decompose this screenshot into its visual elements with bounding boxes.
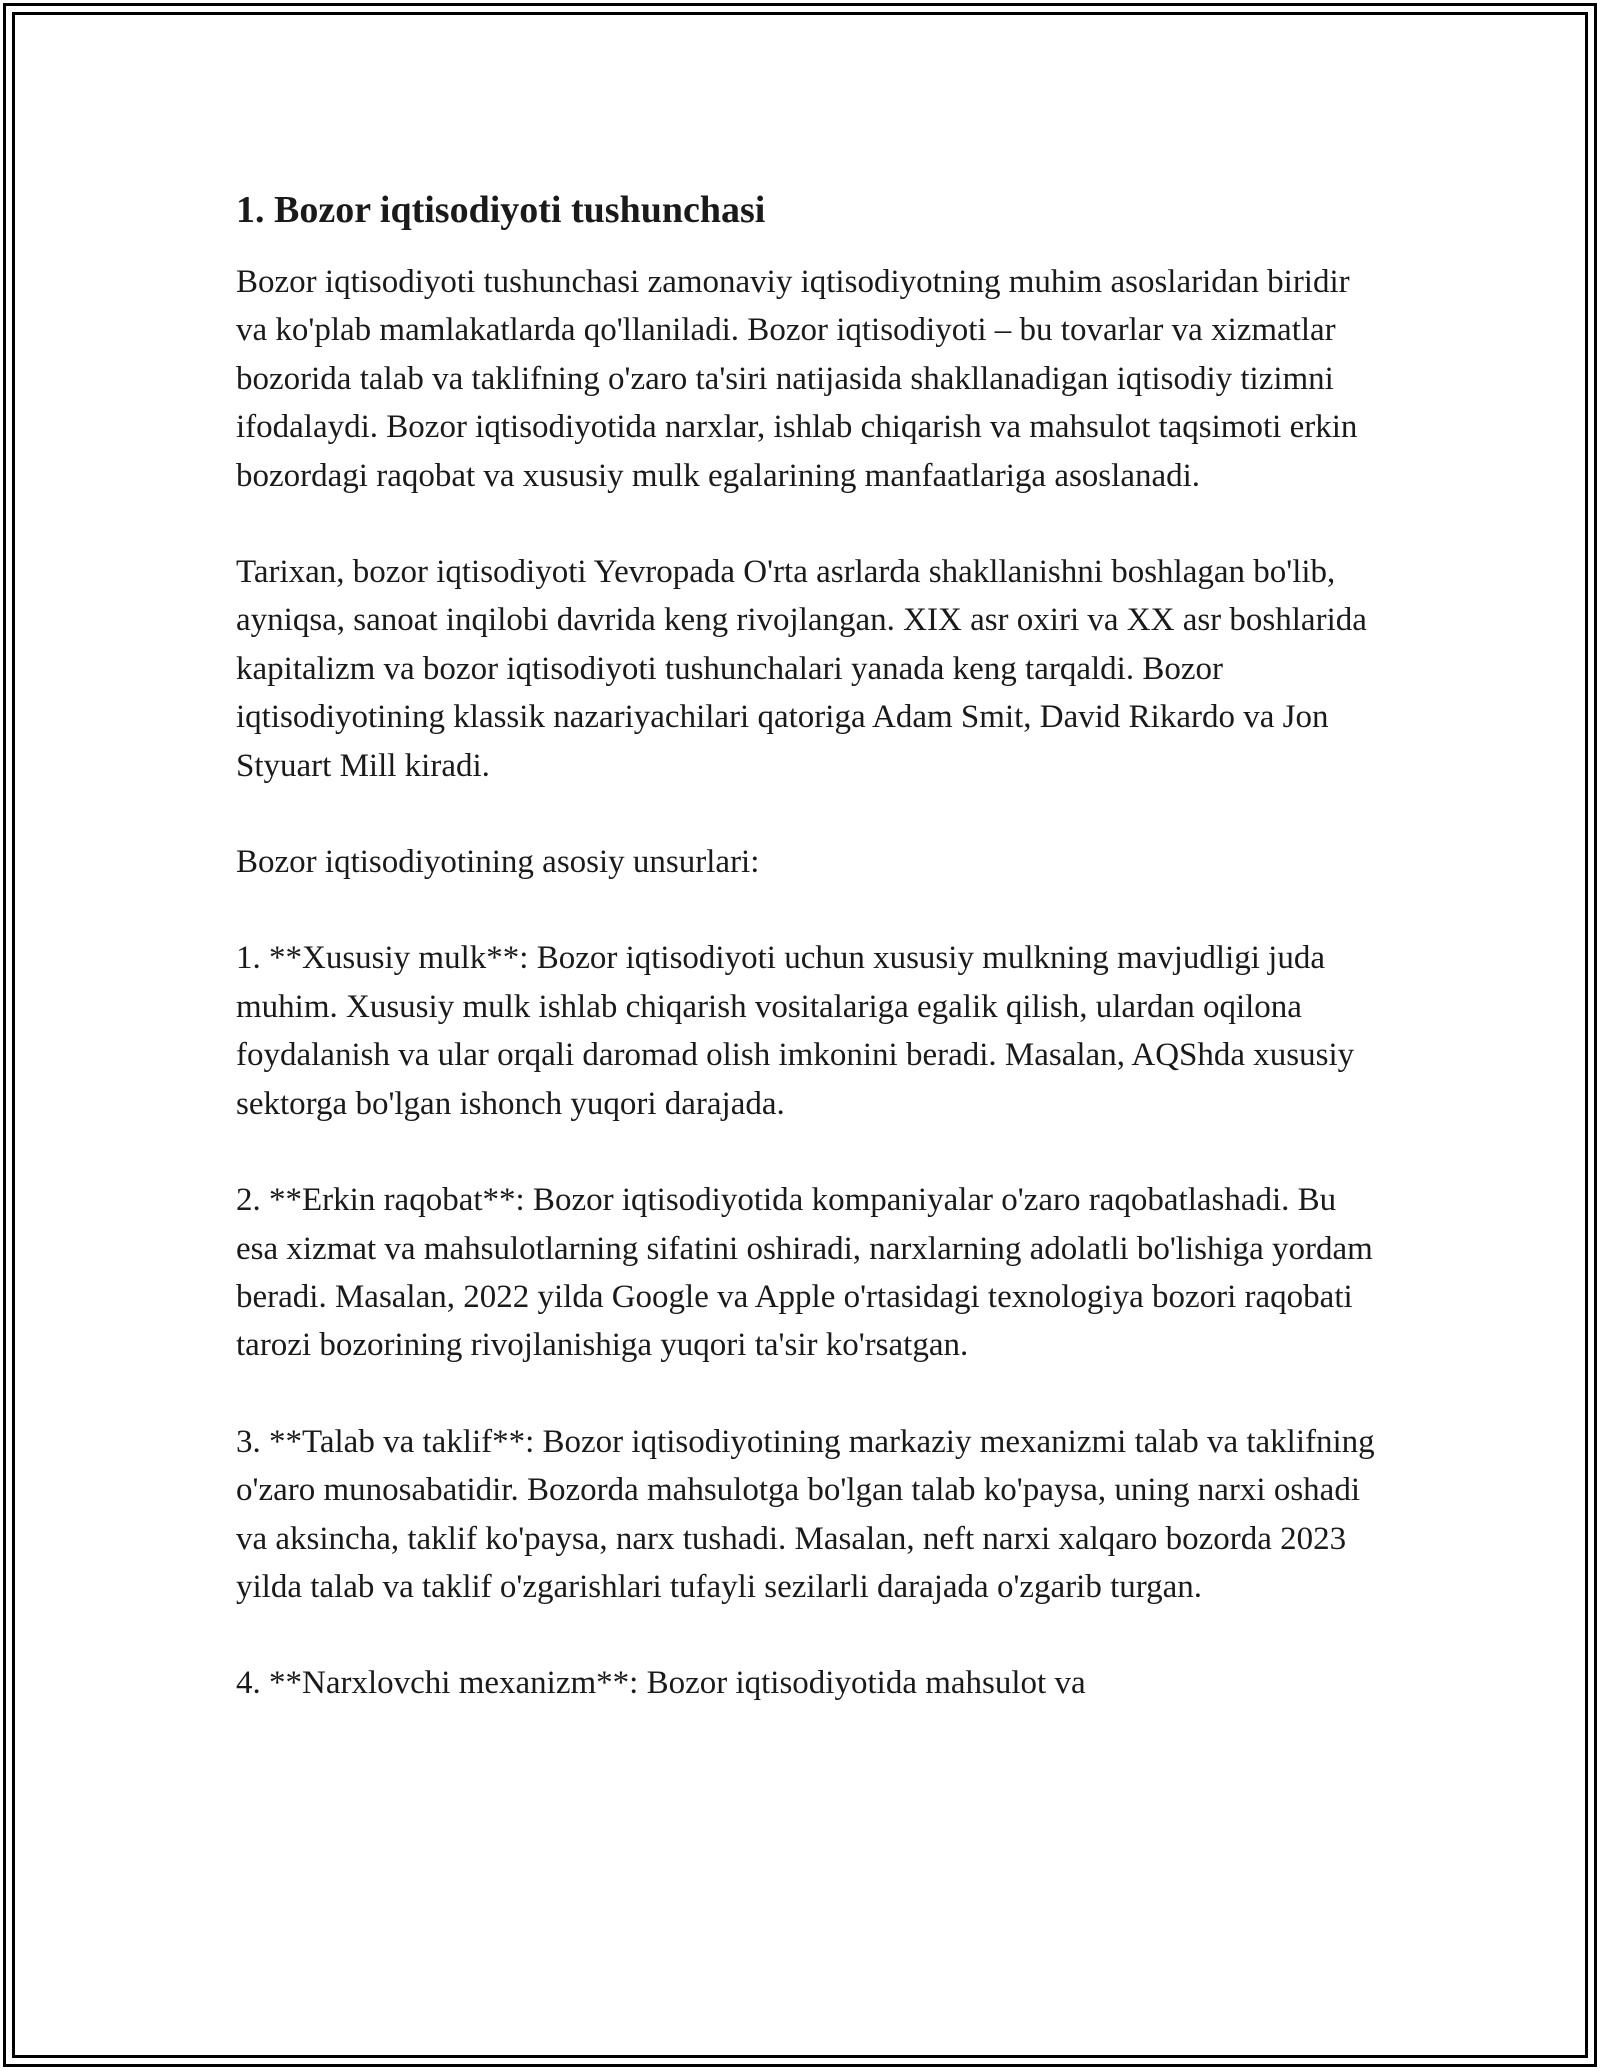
list-item-supply-demand: 3. **Talab va taklif**: Bozor iqtisodiyotining markaziy mexanizmi talab va taklifning o'zaro munosabatidir. Bozorda mahsulotga bo'lgan talab ko'paysa, uning narxi oshadi va aksincha, taklif ko'paysa, narx tushadi. Masalan, neft narxi xalqaro bozorda 2023 yilda talab va taklif o'zgarishlari tufayli sezilarli darajada o'zgarib turgan.: [236, 1423, 1375, 1605]
list-item-private-property: 1. **Xususiy mulk**: Bozor iqtisodiyoti uchun xususiy mulkning mavjudligi juda muhim. Xususiy mulk ishlab chiqarish vositalariga egalik qilish, ulardan oqilona foydalanish va ular orqali daromad olish imkonini beradi. Masalan, AQShda xususiy sektorga bo'lgan ishonch yuqori darajada.: [236, 940, 1355, 1122]
paragraph-intro: Bozor iqtisodiyoti tushunchasi zamonaviy iqtisodiyotning muhim asoslaridan biridir va ko'plab mamlakatlarda qo'llaniladi. Bozor iqtisodiyoti – bu tovarlar va xizmatlar bozorida talab va taklifning o'zaro ta'siri natijasida shakllanadigan iqtisodiy tizimni ifodalaydi. Bozor iqtisodiyotida narxlar, ishlab chiqarish va mahsulot taqsimoti erkin bozordagi raqobat va xususiy mulk egalarining manfaatlariga asoslanadi.: [236, 264, 1358, 494]
paragraph-history: Tarixan, bozor iqtisodiyoti Yevropada O'rta asrlarda shakllanishni boshlagan bo'lib, ayniqsa, sanoat inqilobi davrida keng rivojlangan. XIX asr oxiri va XX asr boshlarida kapitalizm va bozor iqtisodiyoti tushunchalari yanada keng tarqaldi. Bozor iqtisodiyotining klassik nazariyachilari qatoriga Adam Smit, David Rikardo va Jon Styuart Mill kiradi.: [236, 554, 1367, 784]
section-title: 1. Bozor iqtisodiyoti tushunchasi: [236, 189, 766, 231]
document-page: [236, 186, 1376, 1708]
list-item-pricing-mechanism: 4. **Narxlovchi mexanizm**: Bozor iqtisodiyotida mahsulot va: [236, 1665, 1086, 1702]
paragraph-elements-heading: Bozor iqtisodiyotining asosiy unsurlari:: [236, 844, 760, 881]
list-item-free-competition: 2. **Erkin raqobat**: Bozor iqtisodiyotida kompaniyalar o'zaro raqobatlashadi. Bu esa xizmat va mahsulotlarning sifatini oshiradi, narxlarning adolatli bo'lishiga yordam beradi. Masalan, 2022 yilda Google va Apple o'rtasidagi texnologiya bozori raqobati tarozi bozorining rivojlanishiga yuqori ta'sir ko'rsatgan.: [236, 1182, 1373, 1364]
